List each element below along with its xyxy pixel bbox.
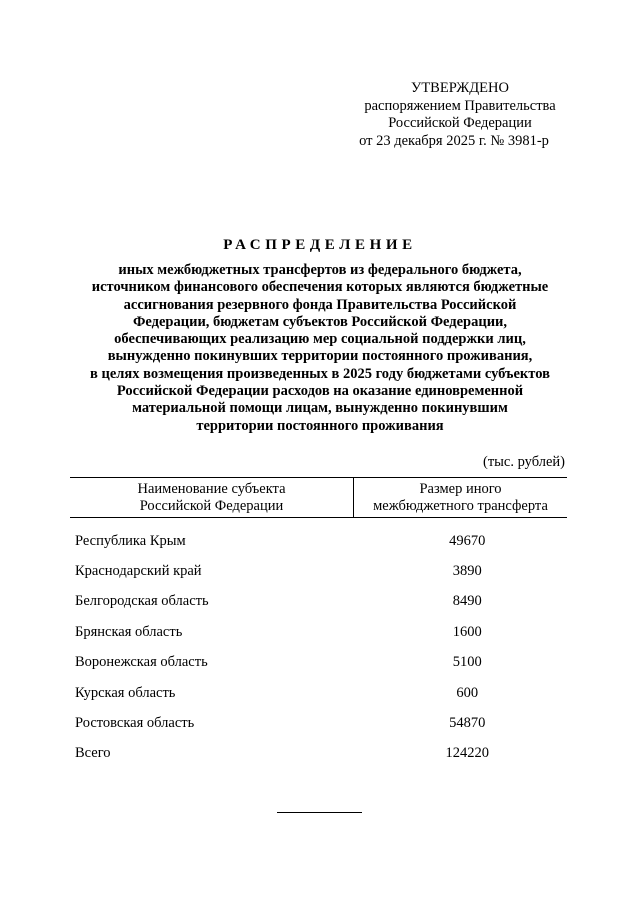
transfer-amount: 49670 <box>449 532 486 549</box>
distribution-table <box>70 477 567 769</box>
subtitle-line: Российской Федерации расходов на оказание единовременной <box>116 383 524 400</box>
transfer-amount: 3890 <box>452 563 482 580</box>
subtitle-line: иных межбюджетных трансфертов из федерального бюджета, <box>118 262 522 278</box>
table-row <box>70 708 567 738</box>
approval-block <box>340 80 580 150</box>
table-total-row <box>70 739 567 769</box>
header-region-line1: Наименование субъекта <box>137 481 286 497</box>
subtitle-line: территории постоянного проживания <box>196 417 444 434</box>
subtitle-line: обеспечивающих реализацию мер социальной поддержки лиц, <box>114 331 526 348</box>
table-row <box>70 678 567 708</box>
transfer-amount: 5100 <box>452 654 482 671</box>
transfer-amount: 1600 <box>452 623 482 640</box>
region-name: Воронежская область <box>75 654 208 671</box>
table-header-row <box>70 478 567 518</box>
subtitle-line: Федерации, бюджетам субъектов Российской Федерации, <box>132 313 508 330</box>
subtitle-line: в целях возмещения произведенных в 2025 году бюджетами субъектов <box>90 365 550 382</box>
transfer-amount: 54870 <box>449 715 486 732</box>
approval-line-order: распоряжением Правительства <box>364 97 556 114</box>
header-amount-line2: межбюджетного трансферта <box>373 498 548 514</box>
region-name: Республика Крым <box>75 532 186 549</box>
region-name: Ростовская область <box>75 715 195 732</box>
table-row <box>70 648 567 678</box>
header-amount-line1: Размер иного <box>419 481 502 497</box>
table-row <box>70 518 567 557</box>
units-note: (тыс. рублей) <box>483 454 565 470</box>
header-transfer-amount <box>354 478 568 518</box>
document-subtitle <box>60 262 580 435</box>
document-end-line <box>277 812 362 813</box>
header-region-line2: Российской Федерации <box>139 498 284 514</box>
approval-line-government: Российской Федерации <box>388 115 532 131</box>
transfer-amount: 600 <box>456 684 479 701</box>
approval-line-date-number: от 23 декабря 2025 г. № 3981-р <box>359 132 549 149</box>
subtitle-line: ассигнования резервного фонда Правительства Российской <box>123 296 517 313</box>
approval-heading: УТВЕРЖДЕНО <box>411 80 509 96</box>
document-title: РАСПРЕДЕЛЕНИЕ <box>223 237 417 253</box>
subtitle-line: источником финансового обеспечения которых являются бюджетные <box>91 279 549 296</box>
total-label: Всего <box>75 745 111 762</box>
subtitle-line: материальной помощи лицам, вынужденно покинувшим <box>132 400 508 417</box>
subtitle-line: вынужденно покинувших территории постоянного проживания, <box>107 348 533 365</box>
table-row <box>70 587 567 617</box>
total-amount: 124220 <box>445 745 489 762</box>
table-row <box>70 617 567 647</box>
header-region-name <box>70 478 354 518</box>
region-name: Белгородская область <box>75 593 209 610</box>
region-name: Брянская область <box>75 623 183 640</box>
region-name: Курская область <box>75 684 176 701</box>
transfer-amount: 8490 <box>452 593 482 610</box>
region-name: Краснодарский край <box>75 563 202 580</box>
table-row <box>70 556 567 586</box>
